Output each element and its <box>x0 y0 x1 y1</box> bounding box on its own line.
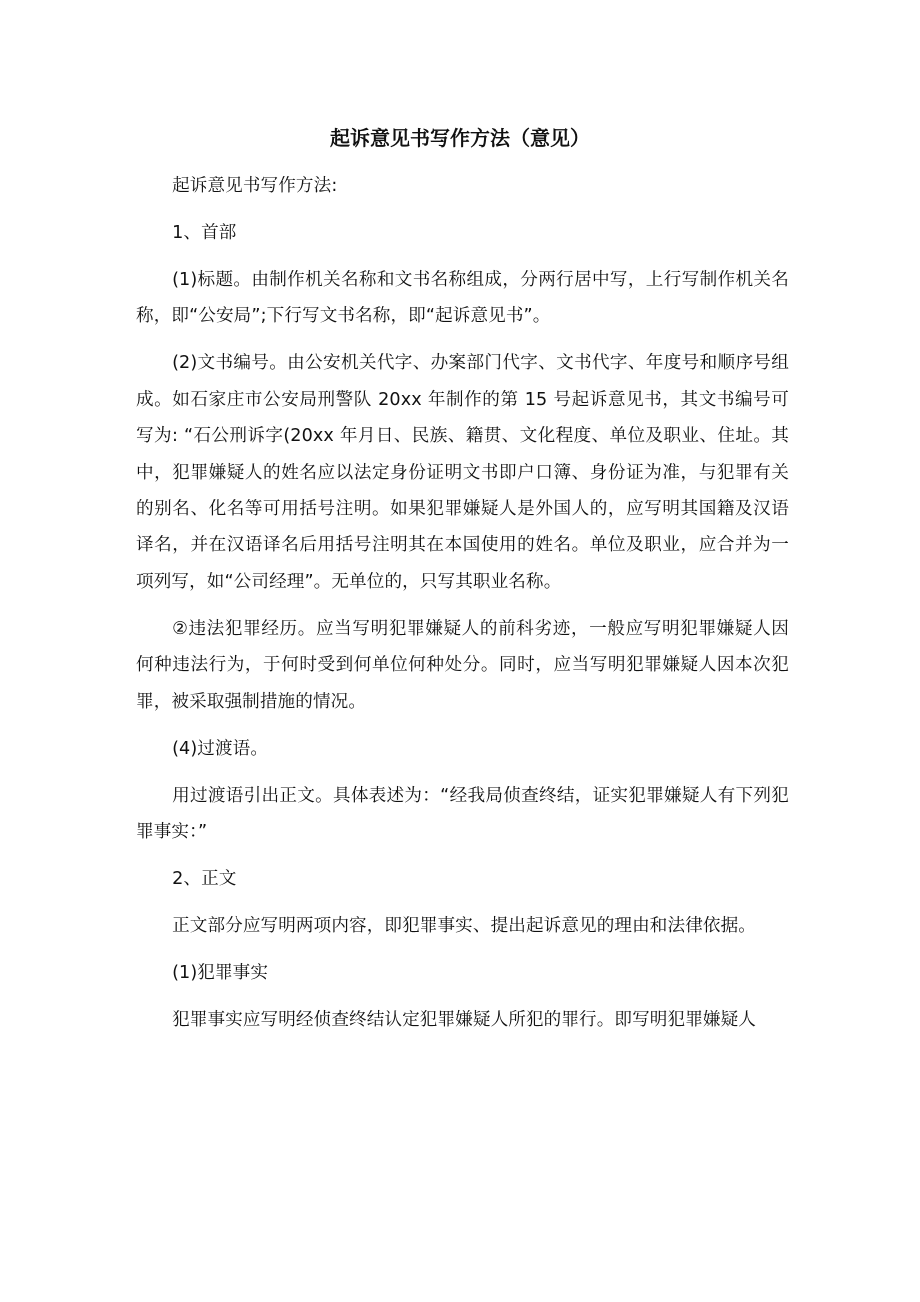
paragraph-criminal-history: ②违法犯罪经历。应当写明犯罪嫌疑人的前科劣迹，一般应写明犯罪嫌疑人因何种违法行为，于何时受到何单位何种处分。同时，应当写明犯罪嫌疑人因本次犯罪，被采取强制措施的情况。 <box>136 618 789 712</box>
paragraph-main-text-content: 正文部分应写明两项内容，即犯罪事实、提出起诉意见的理由和法律依据。 <box>172 916 756 937</box>
paragraph-criminal-facts-text: 犯罪事实应写明经侦查终结认定犯罪嫌疑人所犯的罪行。即写明犯罪嫌疑人 <box>172 1010 756 1031</box>
paragraph-criminal-facts-heading: (1)犯罪事实 <box>172 963 269 984</box>
document-title: 起诉意见书写作方法（意见） <box>330 126 590 150</box>
section-heading-main-text: 2、正文 <box>172 869 237 890</box>
paragraph-transition-heading: (4)过渡语。 <box>172 738 269 759</box>
paragraph-document-number: (2)文书编号。由公安机关代字、办案部门代字、文书代字、年度号和顺序号组成。如石家庄市公安局刑警队 20xx 年制作的第 15 号起诉意见书，其文书编号可写为: “石公刑诉字(20xx 年月日、民族、籍贯、文化程度、单位及职业、住址。其中，犯罪嫌疑人的姓名应以法定身份证明文书即户口簿、身份证为准，与犯罪有关的别名、化名等可用括号注明。如果犯罪嫌疑人是外国人的，应写明其国籍及汉语译名，并在汉语译名后用括号注明其在本国使用的姓名。单位及职业，应合并为一项列写，如“公司经理”。无单位的，只写其职业名称。 <box>136 353 789 592</box>
document-body <box>136 168 789 1049</box>
paragraph-title-rule: (1)标题。由制作机关名称和文书名称组成，分两行居中写，上行写制作机关名称，即“公安局”;下行写文书名称，即“起诉意见书”。 <box>136 270 789 327</box>
paragraph-intro: 起诉意见书写作方法: <box>172 176 338 196</box>
section-heading-header: 1、首部 <box>172 223 237 243</box>
paragraph-transition-text: 用过渡语引出正文。具体表述为：“经我局侦查终结，证实犯罪嫌疑人有下列犯罪事实：” <box>136 785 789 843</box>
